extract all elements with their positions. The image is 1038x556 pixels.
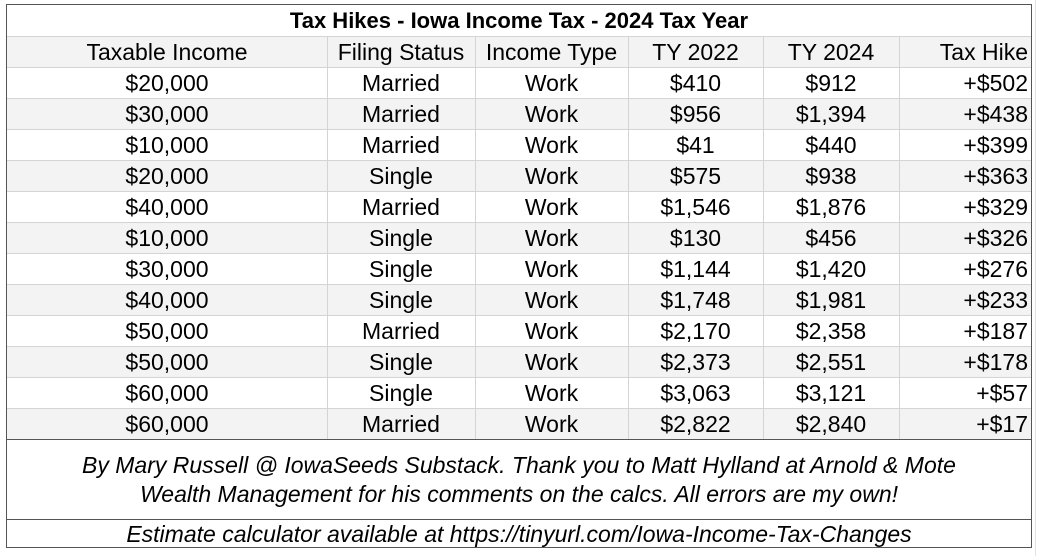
- table-cell: Single: [369, 287, 433, 313]
- table-cell: $10,000: [125, 225, 209, 251]
- table-cell: +$502: [963, 70, 1028, 96]
- table-cell: +$57: [976, 380, 1028, 406]
- column-header: Filing Status: [337, 39, 465, 65]
- table-cell: Work: [524, 256, 579, 282]
- table-cell: $40,000: [125, 194, 209, 220]
- table-cell: Work: [524, 194, 579, 220]
- table-cell: +$187: [963, 318, 1028, 344]
- table-cell: $575: [669, 163, 722, 189]
- row-divider: [7, 346, 1031, 347]
- table-cell: Married: [362, 194, 440, 220]
- column-divider: [327, 36, 328, 439]
- row-divider: [7, 191, 1031, 192]
- table-cell: $938: [805, 163, 857, 189]
- table-cell: $20,000: [125, 163, 209, 189]
- tax-table: [6, 4, 1032, 548]
- table-cell: $1,144: [660, 256, 731, 282]
- table-cell: $1,748: [660, 287, 731, 313]
- table-cell: Married: [362, 318, 440, 344]
- table-cell: $130: [669, 225, 722, 251]
- grid-line: [1035, 0, 1036, 556]
- table-cell: $60,000: [125, 411, 209, 437]
- table-cell: Work: [524, 287, 579, 313]
- table-cell: $3,121: [795, 380, 867, 406]
- column-divider: [475, 36, 476, 439]
- table-cell: $20,000: [125, 70, 209, 96]
- row-divider: [7, 129, 1031, 130]
- table-cell: +$438: [963, 101, 1028, 127]
- table-cell: Married: [362, 70, 440, 96]
- table-cell: $1,546: [660, 194, 731, 220]
- row-divider: [7, 36, 1031, 37]
- header-row: [7, 36, 1031, 67]
- table-cell: Work: [524, 70, 579, 96]
- table-cell: $41: [676, 132, 715, 158]
- row-divider: [7, 67, 1031, 68]
- column-divider: [628, 36, 629, 439]
- table-cell: Married: [362, 411, 440, 437]
- table-cell: Single: [369, 225, 433, 251]
- table-row: [7, 129, 1031, 160]
- table-cell: Work: [524, 132, 579, 158]
- table-cell: Single: [369, 163, 433, 189]
- table-cell: Single: [369, 380, 433, 406]
- row-divider: [7, 284, 1031, 285]
- column-divider: [763, 36, 764, 439]
- table-cell: Work: [524, 349, 579, 375]
- credit-line-1: By Mary Russell @ IowaSeeds Substack. Thank you to Matt Hylland at Arnold & Mote: [82, 452, 956, 478]
- table-row: [7, 222, 1031, 253]
- column-header: Income Type: [485, 39, 618, 65]
- row-divider: [7, 160, 1031, 161]
- row-divider: [7, 408, 1031, 409]
- row-divider: [7, 315, 1031, 316]
- column-divider: [899, 36, 900, 439]
- table-cell: Work: [524, 318, 579, 344]
- table-row: [7, 284, 1031, 315]
- table-cell: $912: [805, 70, 857, 96]
- table-cell: $2,170: [660, 318, 731, 344]
- table-cell: +$399: [963, 132, 1028, 158]
- table-cell: $2,840: [795, 411, 867, 437]
- table-row: [7, 98, 1031, 129]
- table-cell: $1,876: [795, 194, 867, 220]
- table-cell: $440: [805, 132, 857, 158]
- table-cell: $2,373: [660, 349, 731, 375]
- table-row: [7, 253, 1031, 284]
- row-divider: [7, 377, 1031, 378]
- table-cell: $30,000: [125, 256, 209, 282]
- column-header: Tax Hike: [939, 39, 1028, 65]
- table-cell: Work: [524, 380, 579, 406]
- column-header: TY 2022: [652, 39, 739, 65]
- table-cell: $2,551: [795, 349, 867, 375]
- table-cell: $1,394: [795, 101, 867, 127]
- table-cell: +$276: [963, 256, 1028, 282]
- table-cell: $50,000: [125, 349, 209, 375]
- table-row: [7, 377, 1031, 408]
- calculator-link-text: Estimate calculator available at https://tinyurl.com/Iowa-Income-Tax-Changes: [126, 521, 912, 547]
- table-cell: $1,420: [795, 256, 867, 282]
- table-cell: $60,000: [125, 380, 209, 406]
- table-cell: $40,000: [125, 287, 209, 313]
- table-row: [7, 67, 1031, 98]
- table-title: Tax Hikes - Iowa Income Tax - 2024 Tax Year: [289, 8, 749, 33]
- table-cell: +$329: [963, 194, 1028, 220]
- table-cell: $456: [805, 225, 857, 251]
- table-cell: $2,358: [795, 318, 867, 344]
- table-cell: +$17: [976, 411, 1028, 437]
- table-cell: $1,981: [795, 287, 867, 313]
- table-cell: +$233: [963, 287, 1028, 313]
- table-cell: Single: [369, 349, 433, 375]
- table-cell: +$178: [963, 349, 1028, 375]
- table-cell: Work: [524, 101, 579, 127]
- table-cell: $956: [669, 101, 722, 127]
- table-cell: $50,000: [125, 318, 209, 344]
- row-divider: [7, 253, 1031, 254]
- table-row: [7, 346, 1031, 377]
- table-cell: Married: [362, 132, 440, 158]
- table-cell: Married: [362, 101, 440, 127]
- table-cell: $2,822: [660, 411, 731, 437]
- table-cell: +$326: [963, 225, 1028, 251]
- table-row: [7, 408, 1031, 439]
- credit-line-2: Wealth Management for his comments on the calcs. All errors are my own!: [139, 481, 899, 507]
- table-cell: $410: [669, 70, 722, 96]
- table-cell: Work: [524, 225, 579, 251]
- row-divider: [7, 222, 1031, 223]
- table-cell: Single: [369, 256, 433, 282]
- column-header: Taxable Income: [86, 39, 248, 65]
- notes-divider: [7, 439, 1031, 440]
- table-row: [7, 160, 1031, 191]
- row-divider: [7, 98, 1031, 99]
- table-cell: $10,000: [125, 132, 209, 158]
- table-row: [7, 315, 1031, 346]
- table-row: [7, 191, 1031, 222]
- column-header: TY 2024: [787, 39, 875, 65]
- table-cell: +$363: [963, 163, 1028, 189]
- table-cell: $3,063: [660, 380, 731, 406]
- table-cell: Work: [524, 163, 579, 189]
- table-cell: $30,000: [125, 101, 209, 127]
- table-cell: Work: [524, 411, 579, 437]
